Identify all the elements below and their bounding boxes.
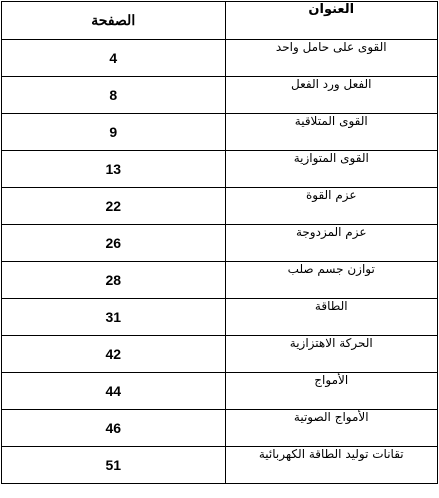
page-number: 26 <box>2 225 226 262</box>
section-title: الحركة الاهتزازية <box>225 336 438 373</box>
section-title: تقانات توليد الطاقة الكهربائية <box>225 447 438 484</box>
page-number: 13 <box>2 151 226 188</box>
table-of-contents <box>1 1 438 484</box>
page-number: 9 <box>2 114 226 151</box>
table-row <box>2 447 438 484</box>
table-row <box>2 225 438 262</box>
page-number: 46 <box>2 410 226 447</box>
section-title: عزم المزدوجة <box>225 225 438 262</box>
page-number: 8 <box>2 77 226 114</box>
title-column-header: العنوان <box>225 2 438 40</box>
page-number: 28 <box>2 262 226 299</box>
table-row <box>2 40 438 77</box>
table-row <box>2 262 438 299</box>
section-title: الأمواج الصوتية <box>225 410 438 447</box>
page-column-header: الصفحة <box>2 2 226 40</box>
page-number: 31 <box>2 299 226 336</box>
section-title: القوى على حامل واحد <box>225 40 438 77</box>
section-title: القوى المتوازية <box>225 151 438 188</box>
section-title: الفعل ورد الفعل <box>225 77 438 114</box>
section-title: القوى المتلاقية <box>225 114 438 151</box>
page-number: 51 <box>2 447 226 484</box>
section-title: الطاقة <box>225 299 438 336</box>
table-row <box>2 114 438 151</box>
table-row <box>2 77 438 114</box>
page-number: 44 <box>2 373 226 410</box>
section-title: الأمواج <box>225 373 438 410</box>
table-row <box>2 299 438 336</box>
table-row <box>2 410 438 447</box>
section-title: عزم القوة <box>225 188 438 225</box>
table-row <box>2 336 438 373</box>
page-number: 22 <box>2 188 226 225</box>
page-number: 42 <box>2 336 226 373</box>
table-row <box>2 373 438 410</box>
page-number: 4 <box>2 40 226 77</box>
header-row <box>2 2 438 40</box>
section-title: توازن جسم صلب <box>225 262 438 299</box>
table-row <box>2 151 438 188</box>
table-row <box>2 188 438 225</box>
